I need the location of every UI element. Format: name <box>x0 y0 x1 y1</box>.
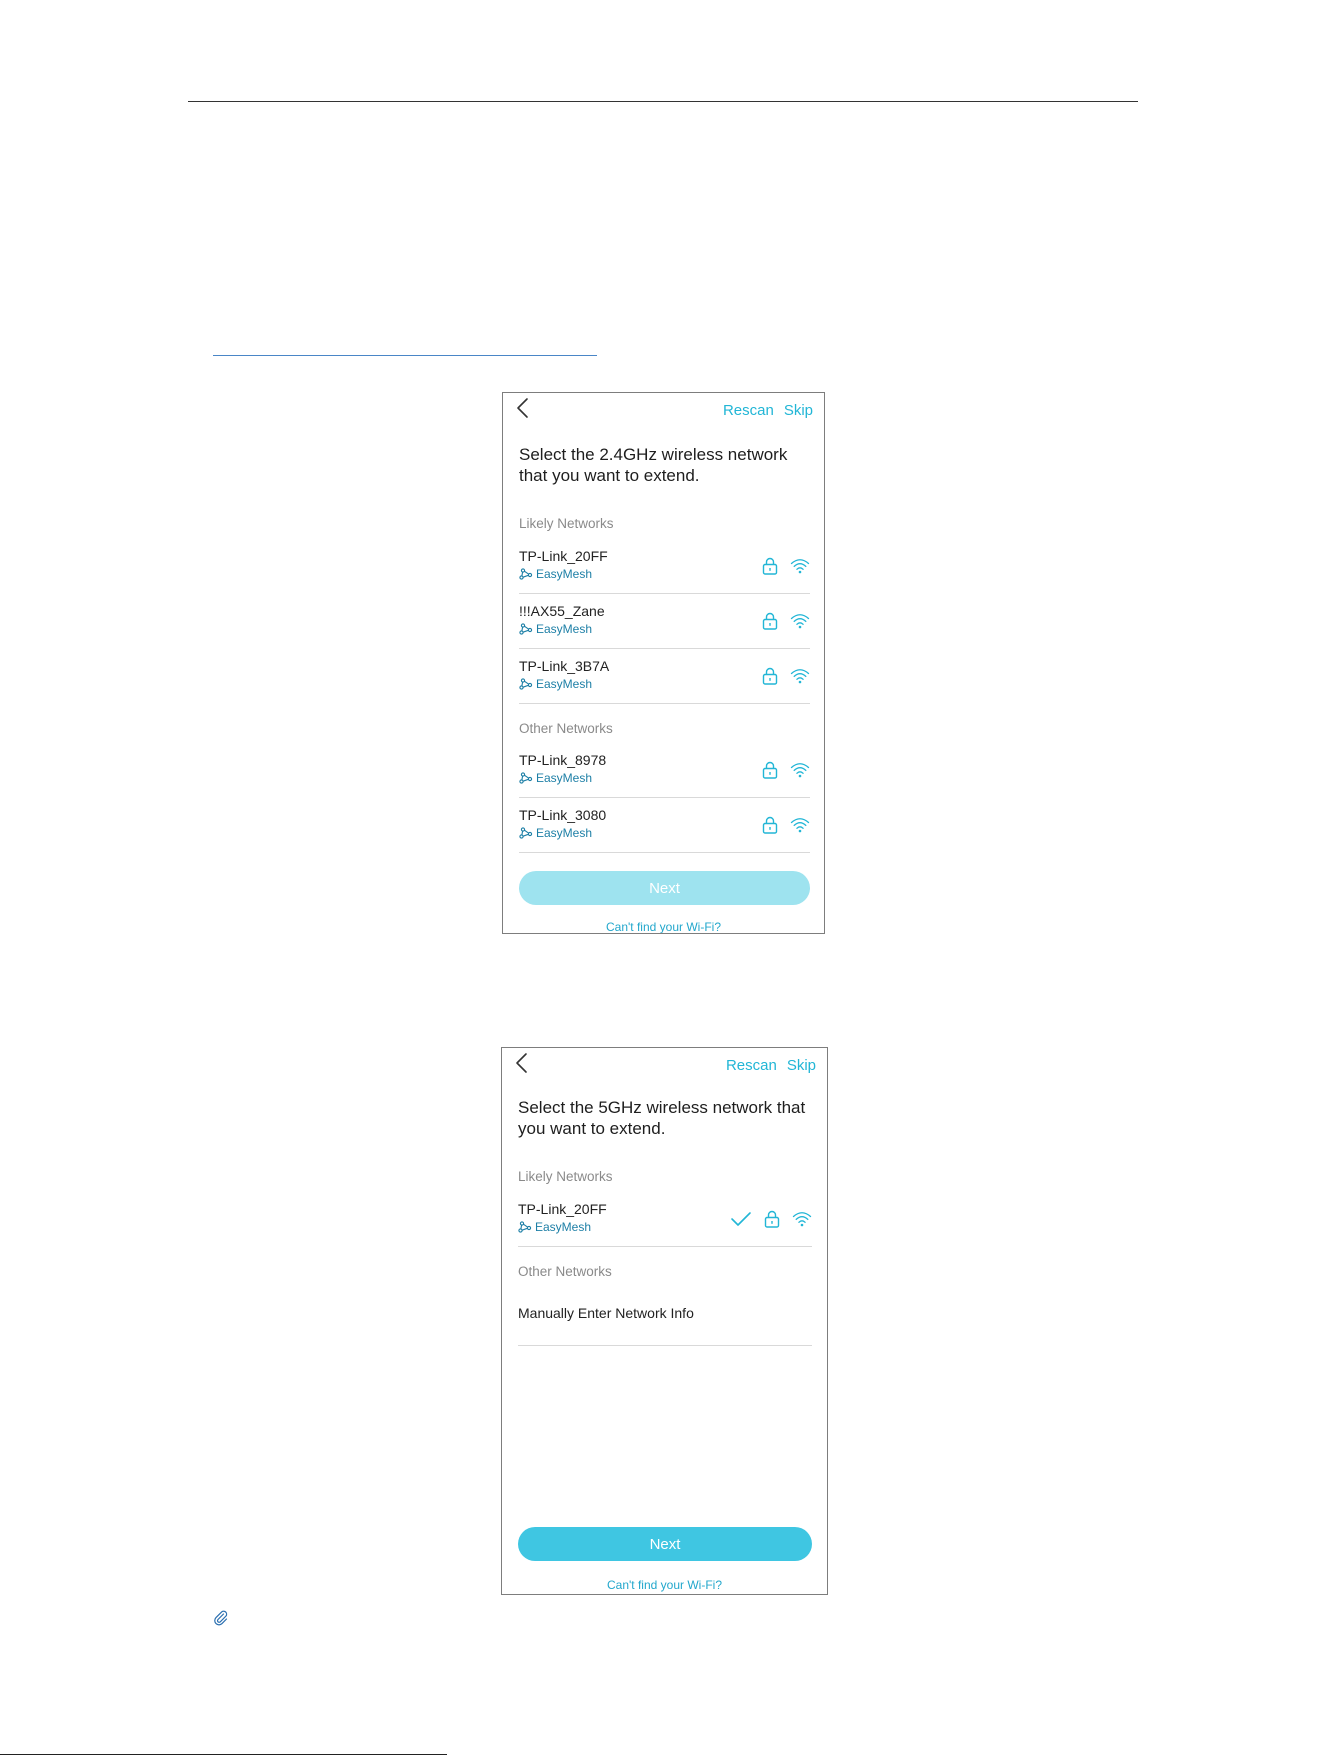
screen-title: Select the 2.4GHz wireless network that you want to extend. <box>519 445 788 485</box>
next-button[interactable]: Next <box>519 871 810 905</box>
easymesh-tag <box>519 622 592 636</box>
row-icons <box>760 815 810 835</box>
easymesh-tag <box>519 771 592 785</box>
cant-find-wifi-link[interactable]: Can't find your Wi-Fi? <box>606 920 721 934</box>
easymesh-tag <box>519 567 592 581</box>
mesh-icon <box>519 772 534 784</box>
paperclip-note-icon <box>213 1610 229 1626</box>
mesh-icon <box>519 678 534 690</box>
chevron-left-icon[interactable] <box>514 1052 530 1074</box>
wifi-signal-icon <box>790 760 810 780</box>
easymesh-label: EasyMesh <box>536 826 593 840</box>
rescan-button[interactable]: Rescan <box>725 1057 777 1074</box>
likely-networks-label: Likely Networks <box>518 1169 613 1184</box>
network-row[interactable] <box>519 743 810 798</box>
mesh-icon <box>519 623 534 635</box>
easymesh-tag <box>518 1220 591 1234</box>
top-actions <box>726 1057 816 1074</box>
phone-screen-5g <box>501 1047 828 1595</box>
chevron-left-icon[interactable] <box>515 397 531 419</box>
easymesh-tag <box>519 677 592 691</box>
network-row-selected[interactable] <box>518 1192 812 1247</box>
likely-networks-label: Likely Networks <box>519 516 614 531</box>
network-ssid: TP-Link_8978 <box>519 752 607 768</box>
row-icons <box>760 666 810 686</box>
skip-button[interactable]: Skip <box>783 402 813 419</box>
network-ssid: TP-Link_3B7A <box>519 658 610 674</box>
network-row[interactable] <box>519 649 810 704</box>
mesh-icon <box>519 827 534 839</box>
easymesh-label: EasyMesh <box>536 622 593 636</box>
screen-title: Select the 5GHz wireless network that you want to extend. <box>518 1098 806 1138</box>
top-actions <box>723 402 813 419</box>
network-ssid: TP-Link_3080 <box>519 807 607 823</box>
lock-icon <box>760 815 780 835</box>
lock-icon <box>760 666 780 686</box>
header-rule <box>188 101 1138 102</box>
cant-find-wifi-link[interactable]: Can't find your Wi-Fi? <box>607 1578 722 1592</box>
mesh-icon <box>518 1221 533 1233</box>
skip-button[interactable]: Skip <box>786 1057 816 1074</box>
network-row[interactable] <box>519 539 810 594</box>
easymesh-tag <box>519 826 592 840</box>
other-networks-label: Other Networks <box>519 721 613 736</box>
link-underline <box>213 355 597 356</box>
row-icons <box>760 760 810 780</box>
phone-screen-2g <box>502 392 825 934</box>
network-row[interactable] <box>519 798 810 853</box>
row-icons <box>730 1209 812 1229</box>
manual-entry-row[interactable] <box>518 1284 812 1346</box>
wifi-signal-icon <box>790 556 810 576</box>
footer-rule <box>0 1754 447 1755</box>
rescan-button[interactable]: Rescan <box>722 402 774 419</box>
checkmark-icon <box>730 1209 752 1229</box>
easymesh-label: EasyMesh <box>536 567 593 581</box>
easymesh-label: EasyMesh <box>536 677 593 691</box>
wifi-signal-icon <box>790 815 810 835</box>
easymesh-label: EasyMesh <box>535 1220 592 1234</box>
network-row[interactable] <box>519 594 810 649</box>
row-icons <box>760 611 810 631</box>
manual-entry-label: Manually Enter Network Info <box>518 1305 694 1321</box>
wifi-signal-icon <box>790 666 810 686</box>
network-ssid: TP-Link_20FF <box>519 548 608 564</box>
easymesh-label: EasyMesh <box>536 771 593 785</box>
network-ssid: !!!AX55_Zane <box>519 603 605 619</box>
network-ssid: TP-Link_20FF <box>518 1201 607 1217</box>
other-networks-label: Other Networks <box>518 1264 612 1279</box>
mesh-icon <box>519 568 534 580</box>
lock-icon <box>762 1209 782 1229</box>
wifi-signal-icon <box>792 1209 812 1229</box>
next-button[interactable]: Next <box>518 1527 812 1561</box>
lock-icon <box>760 760 780 780</box>
row-icons <box>760 556 810 576</box>
lock-icon <box>760 611 780 631</box>
wifi-signal-icon <box>790 611 810 631</box>
lock-icon <box>760 556 780 576</box>
